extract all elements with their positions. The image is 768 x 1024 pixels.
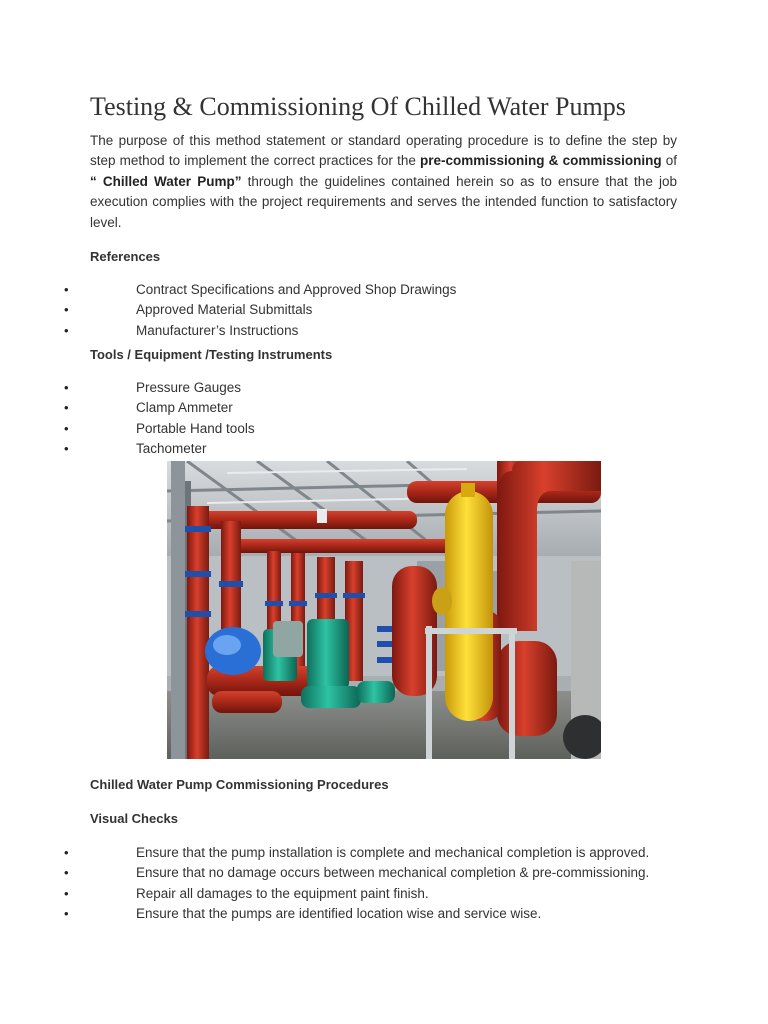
list-item-text: Repair all damages to the equipment paint finish. <box>136 885 429 901</box>
list-item-text: Manufacturer’s Instructions <box>136 322 299 338</box>
bullet-icon: • <box>64 885 69 901</box>
intro-text-3: through the guidelines contained herein so as to ensure that the job execution complies with the project requirements and serves the intended function to satisfactory level. <box>90 173 677 230</box>
page-title: Testing & Commissioning Of Chilled Water Pumps <box>90 92 626 121</box>
visual-checks-heading: Visual Checks <box>90 811 178 826</box>
list-item <box>0 378 768 398</box>
list-item <box>0 863 768 883</box>
list-item-text: Approved Material Submittals <box>136 302 313 318</box>
references-heading: References <box>90 249 161 264</box>
bullet-icon: • <box>64 400 69 416</box>
list-item <box>0 419 768 439</box>
intro-bold-chilled-water-pump: “ Chilled Water Pump” <box>90 173 242 189</box>
procedures-heading: Chilled Water Pump Commissioning Procedures <box>90 777 389 792</box>
bullet-icon: • <box>64 905 69 921</box>
list-item-text: Pressure Gauges <box>136 380 242 395</box>
pump-room-photo <box>167 461 601 759</box>
bullet-icon: • <box>64 302 69 318</box>
bullet-icon: • <box>64 322 69 338</box>
bullet-icon: • <box>64 865 69 881</box>
list-item <box>0 398 768 418</box>
references-list <box>0 280 768 341</box>
list-item-text: Contract Specifications and Approved Shop Drawings <box>136 282 457 297</box>
list-item-text: Clamp Ammeter <box>136 400 233 416</box>
list-item-text: Ensure that the pumps are identified location wise and service wise. <box>136 905 542 921</box>
bullet-icon: • <box>64 845 69 860</box>
list-item-text: Tachometer <box>136 440 207 456</box>
list-item <box>0 904 768 924</box>
list-item-text: Ensure that the pump installation is complete and mechanical completion is approved. <box>136 845 650 860</box>
bullet-icon: • <box>64 380 69 395</box>
intro-paragraph <box>90 131 677 233</box>
list-item-text: Ensure that no damage occurs between mechanical completion & pre-commissioning. <box>136 865 650 881</box>
tools-list <box>0 378 768 459</box>
list-item <box>0 280 768 300</box>
bullet-icon: • <box>64 420 69 436</box>
list-item <box>0 300 768 320</box>
list-item <box>0 884 768 904</box>
tools-heading: Tools / Equipment /Testing Instruments <box>90 347 333 362</box>
list-item <box>0 321 768 341</box>
intro-bold-precommissioning: pre-commissioning & commissioning <box>420 153 662 169</box>
list-item <box>0 439 768 459</box>
list-item <box>0 843 768 863</box>
intro-text-1: The purpose of this method statement or standard operating procedure is to define the step by step method to implement the correct practices for the <box>90 133 677 169</box>
list-item-text: Portable Hand tools <box>136 420 255 436</box>
bullet-icon: • <box>64 282 69 297</box>
bullet-icon: • <box>64 440 69 456</box>
intro-text-2: of <box>661 153 678 169</box>
visual-checks-list <box>0 843 768 924</box>
